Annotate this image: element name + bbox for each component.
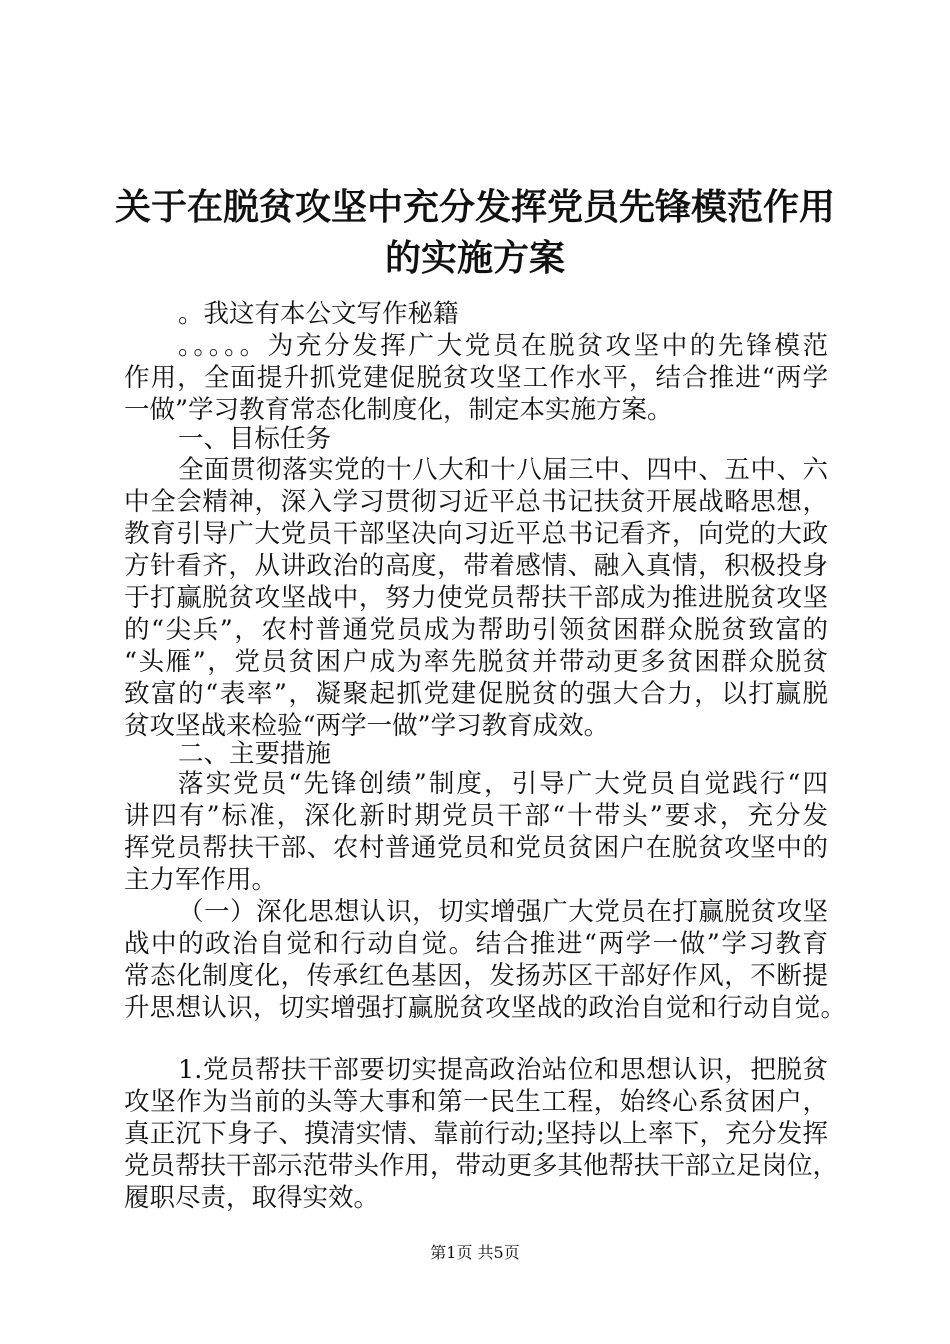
- item-1-paragraph-line: 党员帮扶干部示范带头作用，带动更多其他帮扶干部立足岗位，: [124, 1151, 839, 1181]
- goals-paragraph-line: 的“尖兵”，农村普通党员成为帮助引领贫困群众脱贫致富的: [124, 615, 828, 645]
- item-1-paragraph-line: 攻坚作为当前的头等大事和第一民生工程，始终心系贫困户，: [124, 1087, 828, 1117]
- intro-paragraph-line: 。。。。。为充分发挥广大党员在脱贫攻坚中的先锋模范: [178, 331, 828, 361]
- goals-paragraph-line: 教育引导广大党员干部坚决向习近平总书记看齐，向党的大政: [124, 519, 828, 549]
- intro-paragraph-line: 一做”学习教育常态化制度化，制定本实施方案。: [124, 395, 673, 425]
- subsection-paragraph-line: （一）深化思想认识，切实增强广大党员在打赢脱贫攻坚: [178, 897, 828, 927]
- measures-paragraph-line: 讲四有”标准，深化新时期党员干部“十带头”要求，充分发: [124, 801, 828, 831]
- item-1-paragraph-line: 真正沉下身子、摸清实情、靠前行动;坚持以上率下，充分发挥: [124, 1119, 828, 1149]
- subsection-paragraph-line: 常态化制度化，传承红色基因，发扬苏区干部好作风，不断提: [124, 961, 828, 991]
- section-heading-measures: 二、主要措施: [178, 739, 332, 769]
- intro-paragraph-line: 作用，全面提升抓党建促脱贫攻坚工作水平，结合推进“两学: [124, 363, 828, 393]
- subsection-paragraph-line: 升思想认识，切实增强打赢脱贫攻坚战的政治自觉和行动自觉。: [124, 993, 846, 1023]
- goals-paragraph-line: 于打赢脱贫攻坚战中，努力使党员帮扶干部成为推进脱贫攻坚: [124, 583, 828, 613]
- measures-paragraph-line: 挥党员帮扶干部、农村普通党员和党员贫困户在脱贫攻坚中的: [124, 833, 828, 863]
- item-1-paragraph-line: 履职尽责，取得实效。: [124, 1183, 380, 1213]
- section-heading-goals: 一、目标任务: [178, 424, 332, 454]
- item-1-paragraph-line: 1.党员帮扶干部要切实提高政治站位和思想认识，把脱贫: [178, 1055, 828, 1085]
- page-indicator: 第1页 共5页: [430, 1243, 520, 1262]
- measures-paragraph-line: 落实党员“先锋创绩”制度，引导广大党员自觉践行“四: [178, 769, 828, 799]
- subsection-paragraph-line: 战中的政治自觉和行动自觉。结合推进“两学一做”学习教育: [124, 929, 828, 959]
- goals-paragraph-line: 贫攻坚战来检验“两学一做”学习教育成效。: [124, 711, 610, 741]
- measures-paragraph-line: 主力军作用。: [124, 865, 278, 895]
- document-title-line-1: 关于在脱贫攻坚中充分发挥党员先锋模范作用: [114, 186, 835, 228]
- goals-paragraph-line: 方针看齐，从讲政治的高度，带着感情、融入真情，积极投身: [124, 551, 828, 581]
- goals-paragraph-line: “头雁”，党员贫困户成为率先脱贫并带动更多贫困群众脱贫: [124, 647, 828, 677]
- goals-paragraph-line: 致富的“表率”，凝聚起抓党建促脱贫的强大合力，以打赢脱: [124, 679, 828, 709]
- goals-paragraph-line: 中全会精神，深入学习贯彻习近平总书记扶贫开展战略思想，: [124, 487, 828, 517]
- intro-note: 。我这有本公文写作秘籍: [178, 299, 459, 329]
- goals-paragraph-line: 全面贯彻落实党的十八大和十八届三中、四中、五中、六: [178, 455, 828, 485]
- document-title-line-2: 的实施方案: [384, 237, 565, 279]
